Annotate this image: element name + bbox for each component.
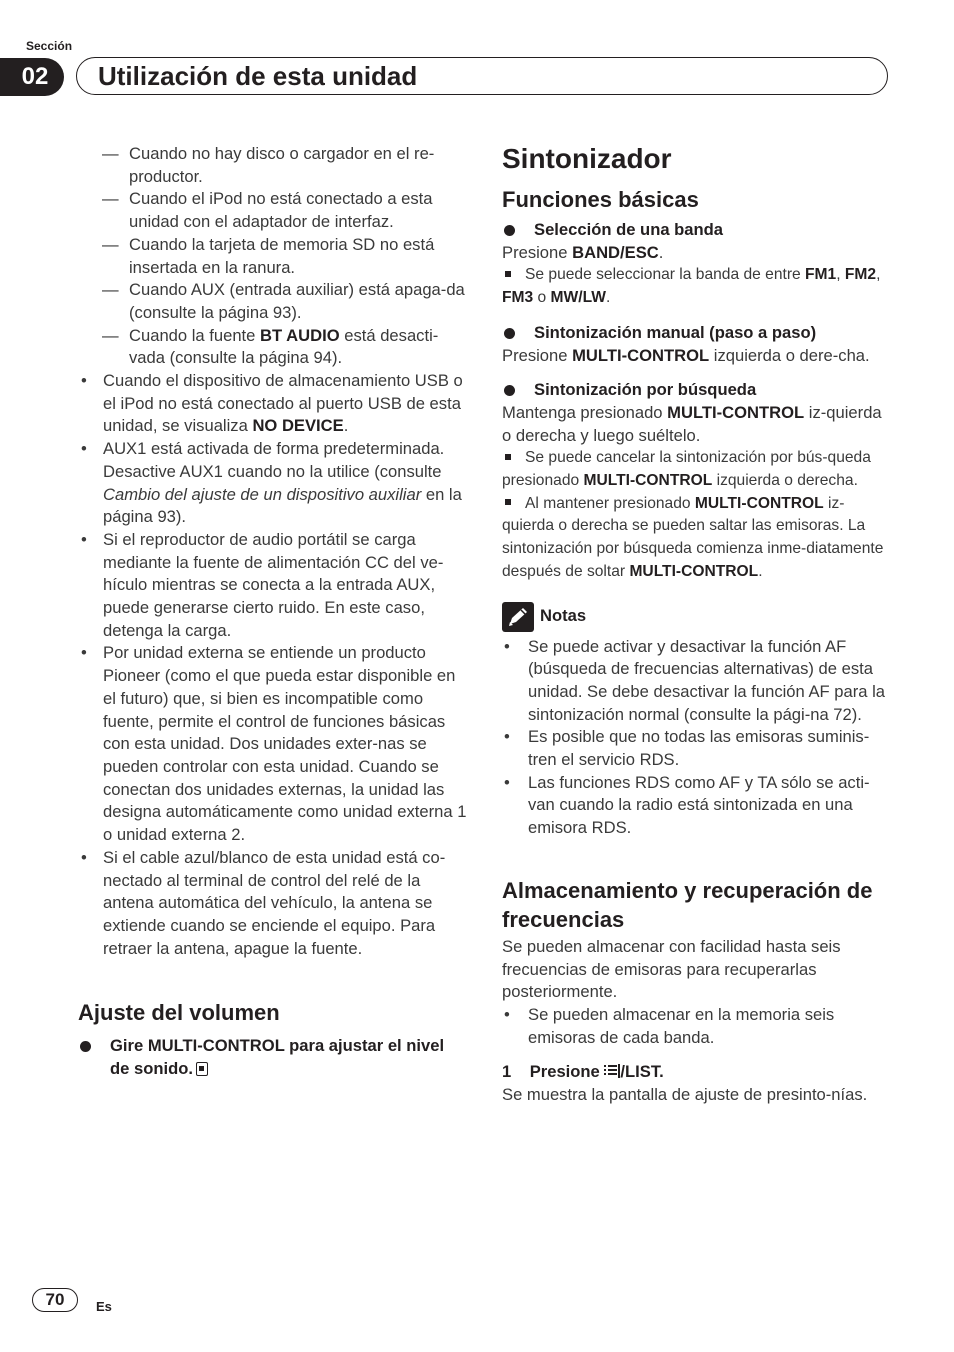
basic-functions-heading: Funciones básicas: [502, 187, 699, 212]
list-icon: [604, 1064, 620, 1079]
section-number-tab: 02: [0, 58, 64, 96]
seek-note: Se puede cancelar la sintonización por bús-queda presionado MULTI-CONTROL izquierda o derecha.: [502, 449, 871, 490]
bullet-dot-icon: [504, 225, 515, 236]
volume-heading: Ajuste del volumen: [78, 1000, 280, 1026]
storage-bullet: • Se pueden almacenar en la memoria seis emisoras de cada banda.: [504, 1004, 835, 1047]
dash-item: — Cuando la fuente BT AUDIO está desacti-vada (consulte la página 94).: [102, 325, 439, 368]
section-label: Sección: [26, 39, 73, 53]
bullet-dot-icon: [504, 385, 515, 396]
band-step: Selección de una banda: [502, 219, 894, 242]
dash-item: — Cuando AUX (entrada auxiliar) está apaga-da (consulte la página 93).: [102, 280, 465, 322]
end-mark-icon: [196, 1062, 208, 1076]
note-item: • Es posible que no todas las emisoras suminis-tren el servicio RDS.: [504, 727, 870, 770]
square-bullet-icon: [505, 499, 511, 505]
bullet-item: • Cuando el dispositivo de almacenamiento USB o el iPod no está conectado al puerto USB de esta unidad, se visualiza NO DEVICE.: [81, 371, 463, 436]
bullet-item: • Por unidad externa se entiende un producto Pioneer (como el que pueda estar disponible en el futuro) que, si bien es incompatible como fuente, permite el control de funciones básicas con esta unidad. Dos unidades exter-nas se pueden controlar con esta unidad. Cuando se conectan dos unidades externas, la unidad las designa automáticamente como unidad externa 1 o unidad externa 2.: [81, 643, 467, 845]
right-column: [502, 143, 894, 1107]
page-number: 70: [32, 1288, 78, 1312]
band-text: Presione BAND/ESC.: [502, 242, 664, 262]
square-bullet-icon: [505, 271, 511, 277]
storage-heading: Almacenamiento y recuperación de frecuencias: [502, 877, 873, 932]
volume-step: Gire MULTI-CONTROL para ajustar el nivel de sonido.: [78, 1035, 468, 1080]
seek-note: Al mantener presionado MULTI-CONTROL iz-quierda o derecha se pueden saltar las emisoras. La sintonización por búsqueda comienza inme-diatamente después de soltar MULTI-CONTROL.: [502, 494, 884, 580]
pencil-icon: [502, 602, 534, 632]
step-1: 1 Presione /LIST.: [502, 1062, 664, 1082]
note-item: • Se puede activar y desactivar la función AF (búsqueda de frecuencias alternativas) de esta unidad. Se debe desactivar la función AF para la sintonización normal (consulte la pági-na 72).: [504, 636, 886, 724]
dash-item: — Cuando el iPod no está conectado a esta unidad con el adaptador de interfaz.: [102, 189, 433, 232]
bullet-item: • Si el cable azul/blanco de esta unidad está co-nectado al terminal de control del relé de la antena automática del vehículo, la antena se extiende cuando se enciende el equipo. Para retraer la antena, apague la fuente.: [81, 847, 446, 958]
square-bullet-icon: [505, 454, 511, 460]
storage-text: Se pueden almacenar con facilidad hasta seis frecuencias de emisoras para recuperarlas posteriormente.: [502, 936, 841, 1002]
bullet-item: • AUX1 está activada de forma predeterminada. Desactive AUX1 cuando no la utilice (consulte Cambio del ajuste de un dispositivo auxiliar en la página 93).: [81, 439, 462, 527]
manual-text: Presione MULTI-CONTROL izquierda o dere-cha.: [502, 345, 870, 365]
language-code: Es: [96, 1299, 112, 1314]
dash-item: — Cuando no hay disco o cargador en el re-productor.: [102, 144, 435, 186]
bullet-dot-icon: [504, 328, 515, 339]
section-title: Sintonizador: [502, 143, 672, 174]
bullet-item: • Si el reproductor de audio portátil se carga mediante la fuente de alimentación CC del ve-hículo mientras se conecta a la entrada AUX, puede generarse cierto ruido. En este caso, detenga la carga.: [81, 529, 444, 640]
page-title: Utilización de esta unidad: [98, 61, 418, 91]
step-1-text: Se muestra la pantalla de ajuste de presinto-nías.: [502, 1085, 868, 1105]
seek-step: Sintonización por búsqueda: [502, 379, 894, 402]
dash-item: — Cuando la tarjeta de memoria SD no está insertada en la ranura.: [102, 234, 435, 277]
band-note: Se puede seleccionar la banda de entre FM1, FM2, FM3 o MW/LW.: [502, 266, 881, 307]
notes-header: Notas: [502, 602, 894, 632]
bullet-dot-icon: [80, 1041, 91, 1052]
note-item: • Las funciones RDS como AF y TA sólo se acti-van cuando la radio está sintonizada en una emisora RDS.: [504, 772, 870, 838]
seek-text: Mantenga presionado MULTI-CONTROL iz-quierda o derecha y luego suéltelo.: [502, 402, 882, 445]
left-column: [78, 143, 468, 1081]
manual-step: Sintonización manual (paso a paso): [502, 322, 894, 345]
